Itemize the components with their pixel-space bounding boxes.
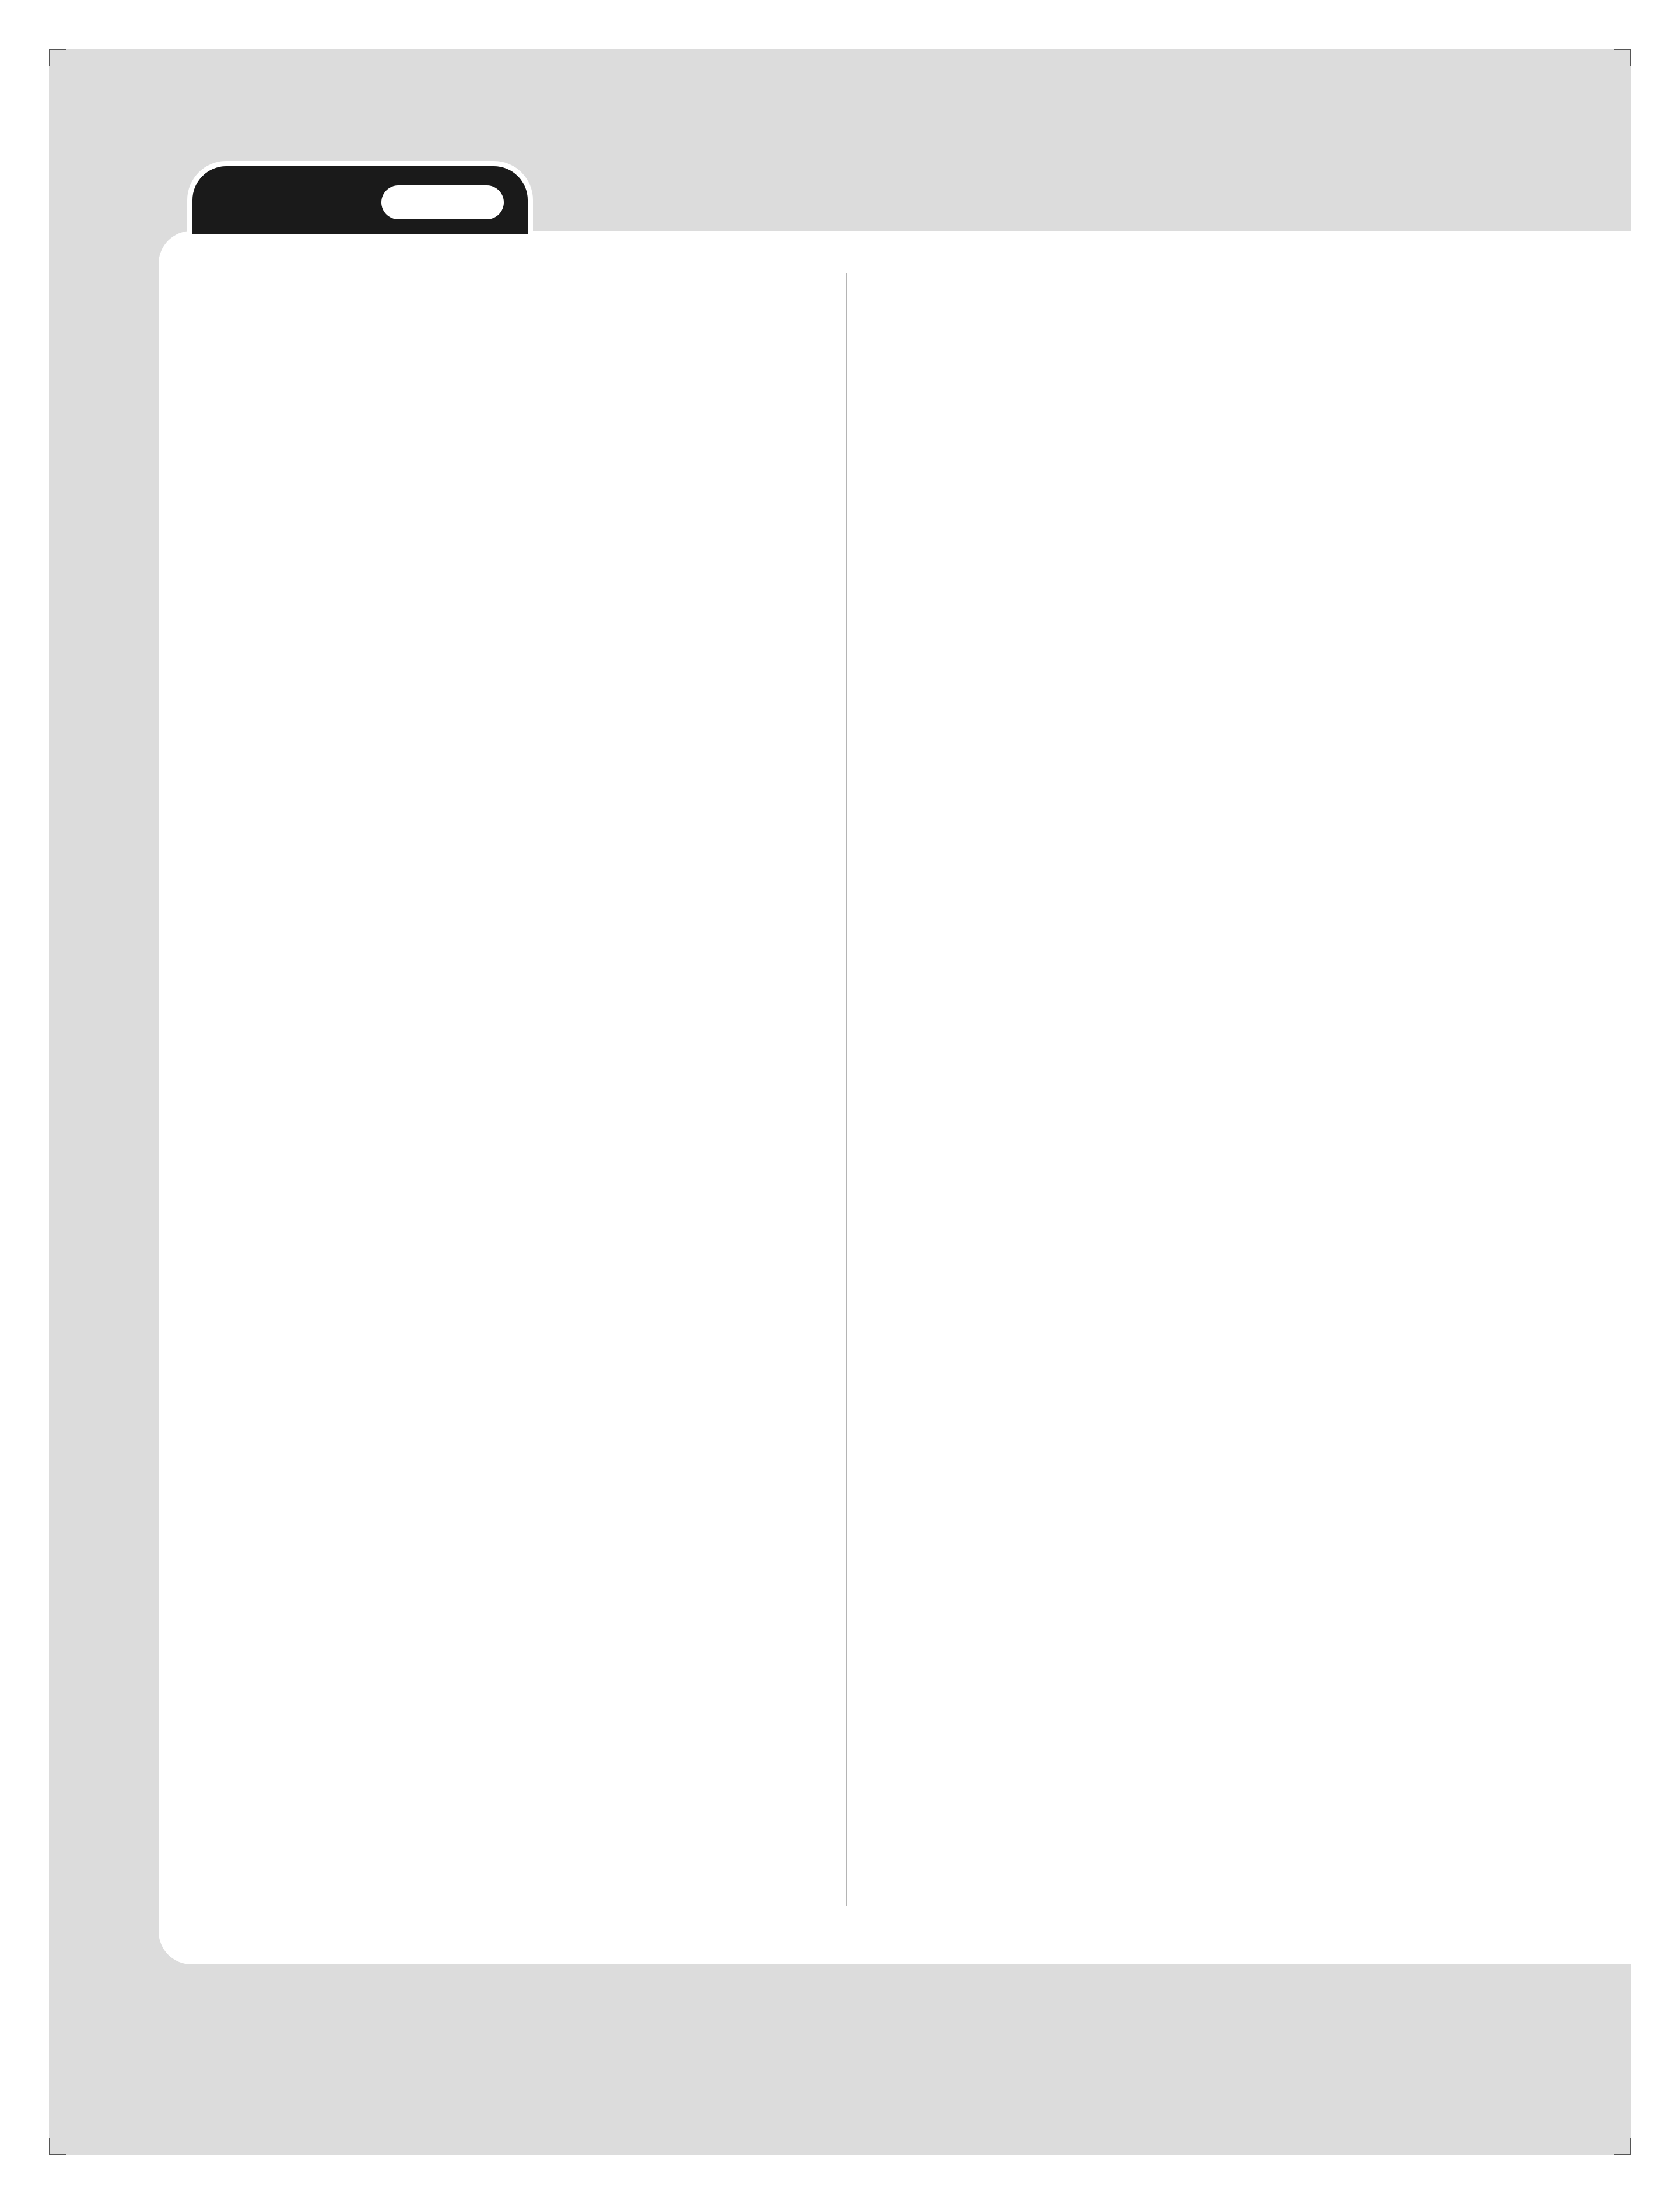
crop-mark (1614, 2154, 1631, 2155)
answer-card (159, 231, 1631, 1964)
crop-mark (49, 49, 50, 66)
crop-mark (1630, 49, 1631, 66)
crop-mark (49, 49, 66, 50)
crop-mark (1630, 2138, 1631, 2155)
crop-mark (49, 2138, 50, 2155)
crop-mark (1614, 49, 1631, 50)
plus-book-badge (381, 185, 504, 219)
column-divider (846, 273, 847, 1906)
crop-mark (49, 2154, 66, 2155)
